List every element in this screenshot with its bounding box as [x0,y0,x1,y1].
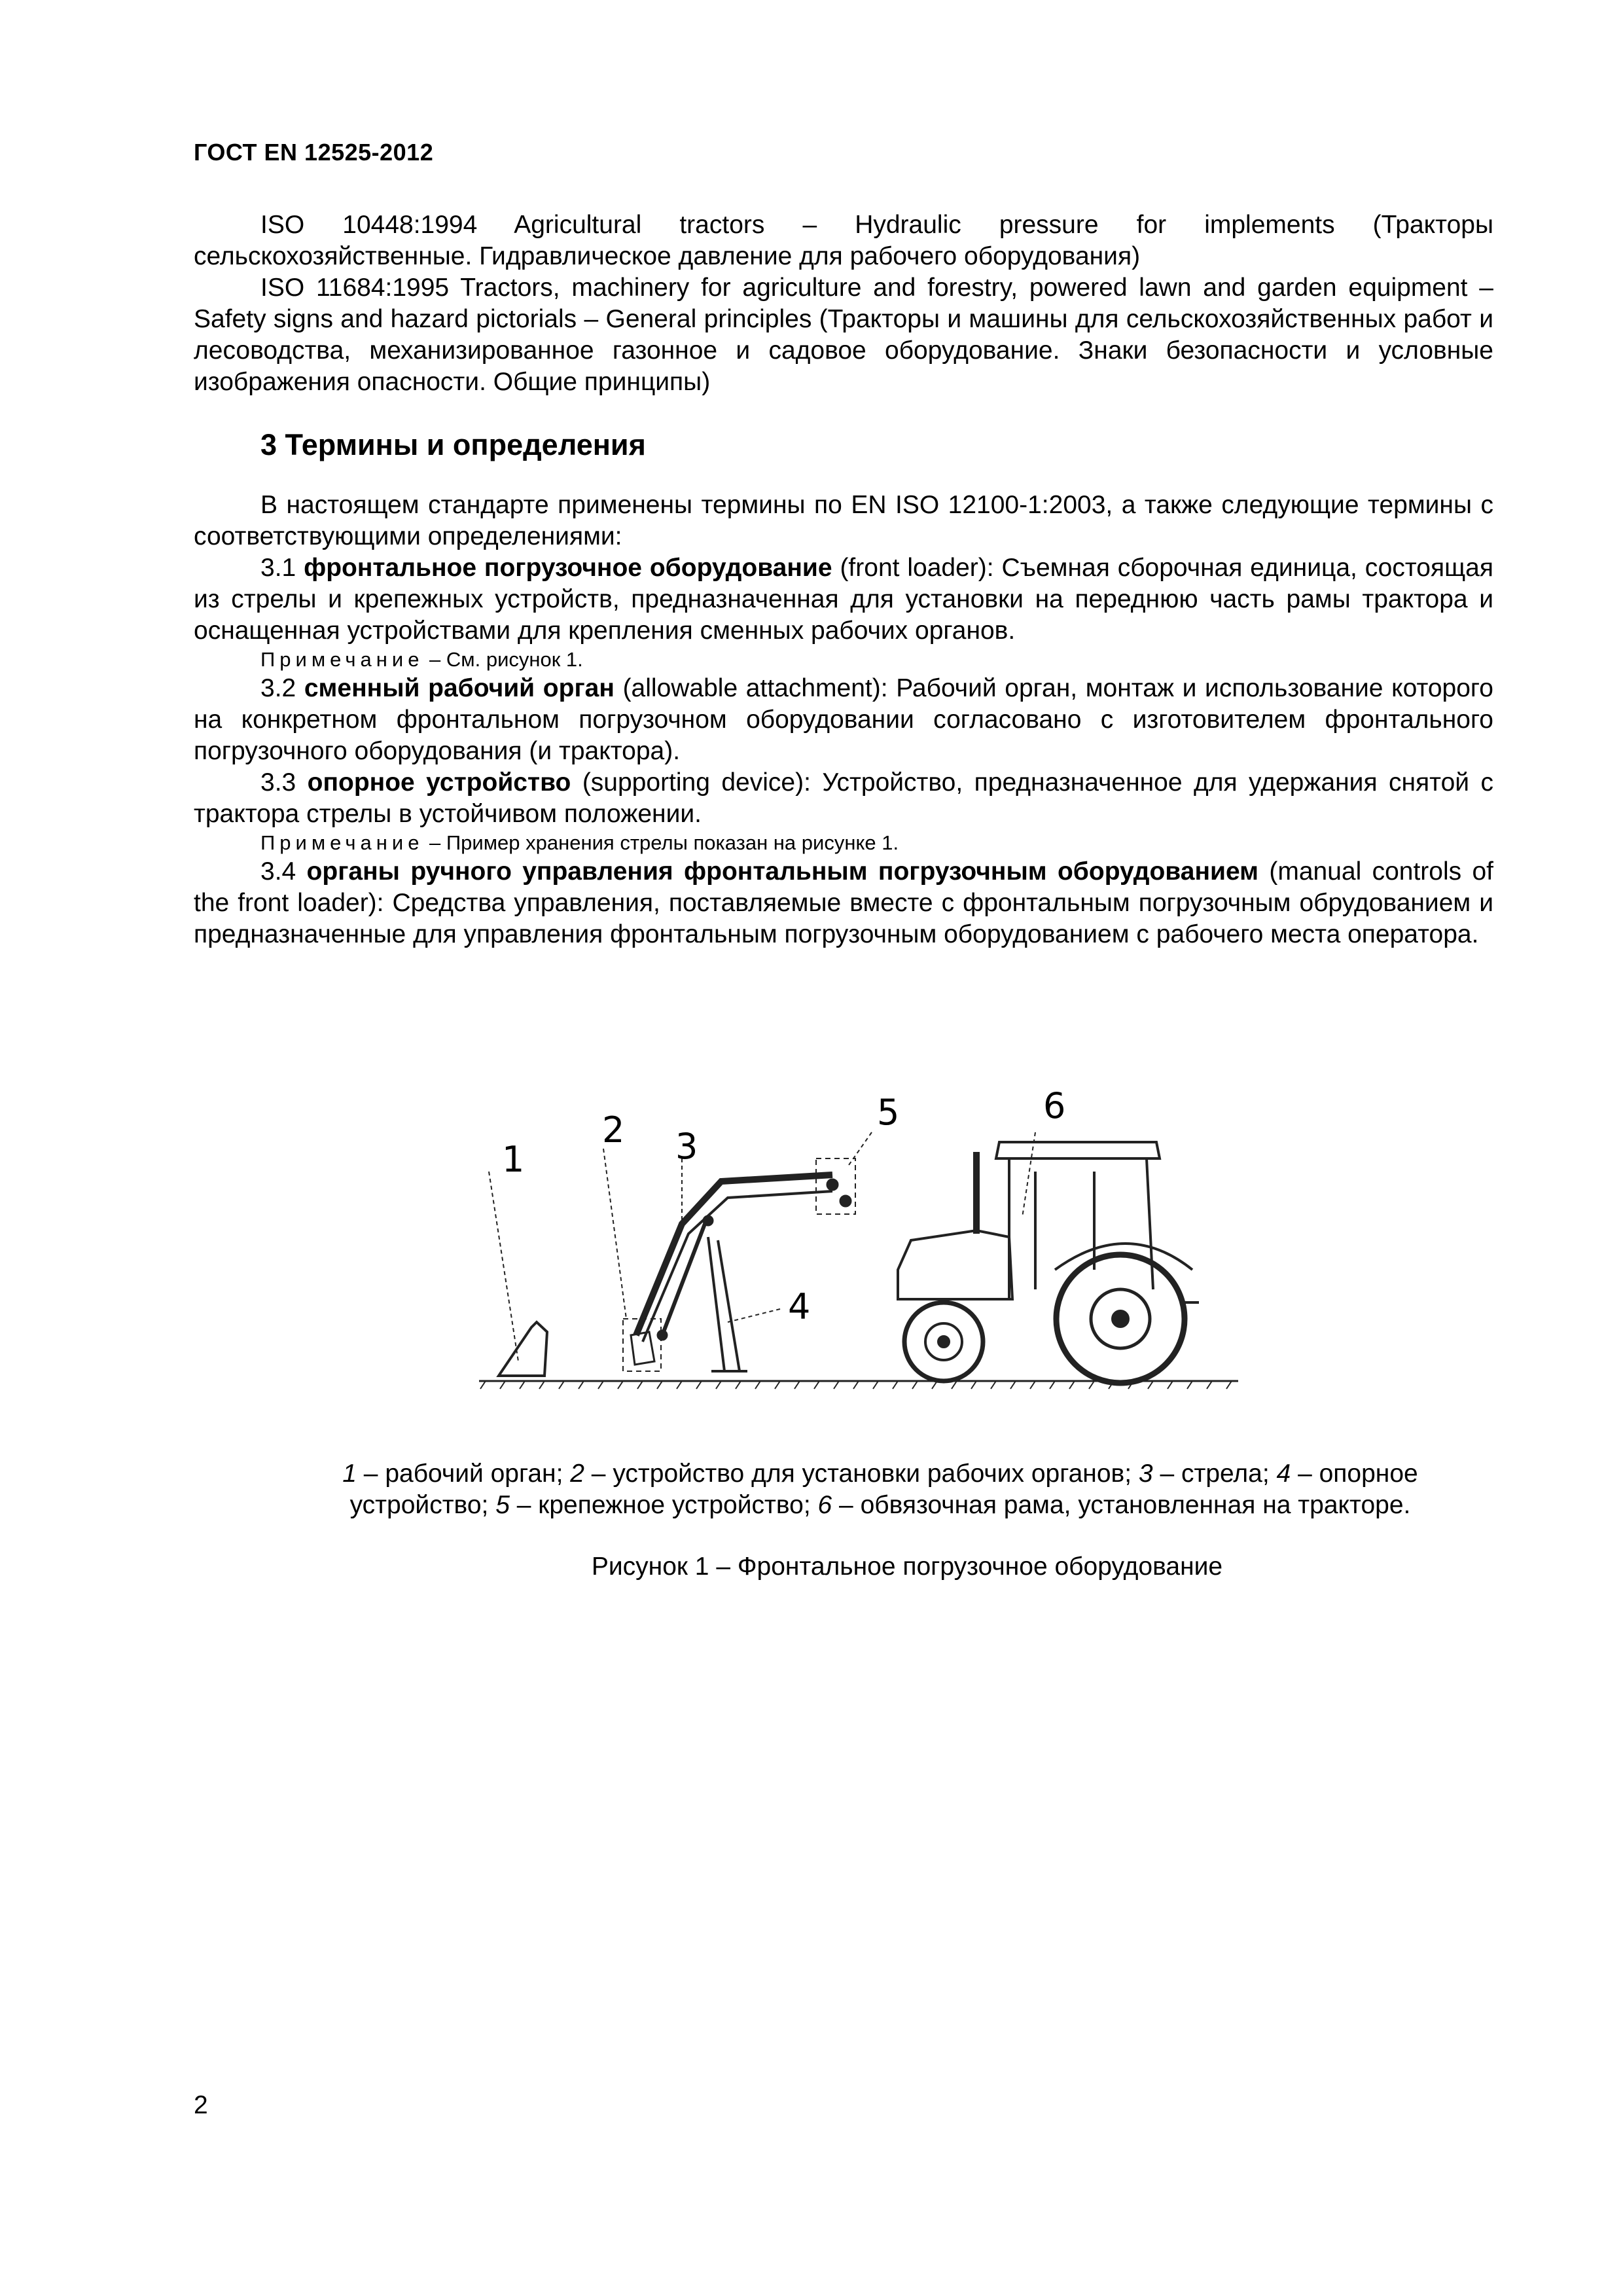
legend-text: – устройство для установки рабочих органов; [584,1460,1139,1488]
callout-label-5: 5 [877,1092,900,1133]
callout-label-4: 4 [788,1286,811,1327]
term-3-4 [194,856,1493,950]
reference-iso-11684: ISO 11684:1995 Tractors, machinery for agriculture and forestry, powered lawn and garden equipment – Safety signs and hazard pictorials – General principles (Тракторы и машины для сельскохозяйственных работ и лесоводства, механизированное газонное и садовое оборудование. Знаки безопасности и условные изображения опасности. Общие принципы) [194,274,1493,396]
reference-iso-10448: ISO 10448:1994 Agricultural tractors – Hydraulic pressure for implements (Тракторы сельскохозяйственные. Гидравлическое давление для рабочего оборудования) [194,211,1493,270]
legend-text: – обвязочная рама, установленная на тракторе. [832,1491,1411,1519]
note-label: Примечание [260,648,424,671]
term-3-2 [194,673,1493,767]
term-number: 3.3 [260,768,308,797]
term-definition: (supporting device): Устройство, предназначенное для удержания снятой с трактора стрелы в устойчивом положении. [194,768,1493,828]
term-name: фронтальное погрузочное оборудование [304,554,832,582]
legend-text: – стрела; [1152,1460,1277,1488]
term-number: 3.1 [260,554,304,582]
legend-number: 3 [1138,1460,1153,1488]
legend-text: – крепежное устройство; [509,1491,818,1519]
figure-legend [308,1458,1453,1521]
term-name: опорное устройство [307,768,571,797]
document-header: ГОСТ EN 12525-2012 [194,139,434,166]
legend-number: 5 [495,1491,510,1519]
attachment-mount [631,1332,654,1365]
term-definition: (manual controls of the front loader): Средства управления, поставляемые вместе с фронтальным погрузочным обрудованием и предназначенные для управления фронтальным погрузочным оборудованием с рабочего места оператора. [194,857,1493,948]
supporting-stand [708,1237,740,1371]
note-text: – Пример хранения стрелы показан на рисунке 1. [423,831,899,854]
term-definition: (front loader): Съемная сборочная единица, состоящая из стрелы и крепежных устройств, предназначенная для установки на переднюю часть рамы трактора и оснащенная устройствами для крепления сменных рабочих органов. [194,554,1493,645]
term-definition: (allowable attachment): Рабочий орган, монтаж и использование которого на конкретном фронтальном погрузочном оборудовании согласовано с изготовителем фронтального погрузочного оборудования (и трактора). [194,674,1493,765]
front-loader-drawing [466,1073,1277,1420]
section-title: 3 Термины и определения [260,428,646,461]
section-intro: В настоящем стандарте применены термины по EN ISO 12100-1:2003, а также следующие термины с соответствующими определениями: [194,491,1493,550]
legend-text: – опорное устройство; [349,1460,1418,1519]
note-text: – См. рисунок 1. [423,648,583,671]
legend-number: 1 [342,1460,357,1488]
callout-label-1: 1 [502,1139,525,1180]
callout-label-2: 2 [602,1109,625,1151]
callout-label-6: 6 [1043,1085,1066,1126]
term-number: 3.4 [260,857,307,886]
tractor-drawing [898,1142,1199,1383]
term-name: органы ручного управления фронтальным погрузочным оборудованием [306,857,1259,886]
note-1 [194,647,1493,673]
figure-front-loader [466,1073,1277,1420]
legend-number: 2 [570,1460,584,1488]
legend-number: 6 [817,1491,832,1519]
page-number: 2 [194,2091,208,2119]
term-3-3 [194,767,1493,830]
note-2 [194,830,1493,856]
callout-label-3: 3 [675,1126,698,1167]
legend-text: – рабочий орган; [356,1460,571,1488]
legend-number: 4 [1276,1460,1291,1488]
note-label: Примечание [260,831,424,854]
main-content [194,209,1493,950]
figure-caption: Рисунок 1 – Фронтальное погрузочное оборудование [591,1552,1223,1581]
bucket-attachment [499,1322,547,1376]
term-3-1 [194,552,1493,647]
term-name: сменный рабочий орган [304,674,615,702]
term-number: 3.2 [260,674,304,702]
